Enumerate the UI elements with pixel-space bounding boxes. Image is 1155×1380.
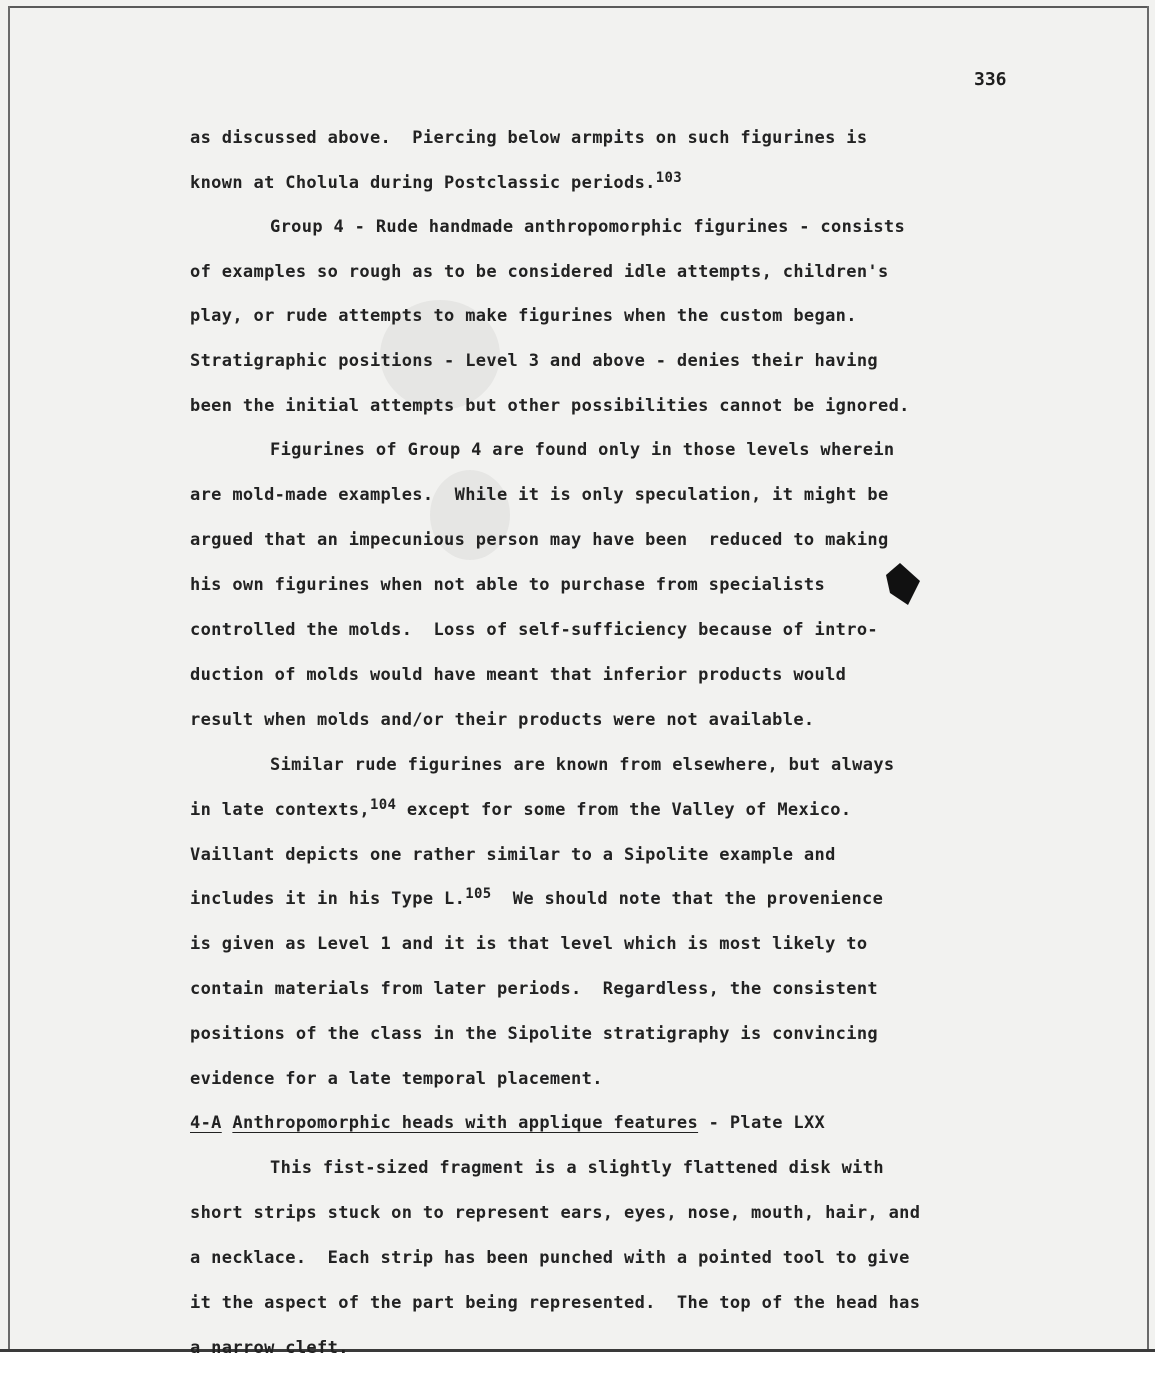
text-line: is given as Level 1 and it is that level which is most likely to xyxy=(190,934,868,954)
text-line: it the aspect of the part being represented. The top of the head has xyxy=(190,1293,921,1313)
text-line xyxy=(190,886,884,909)
line-text: known at Cholula during Postclassic periods. xyxy=(190,173,656,193)
text-line: as discussed above. Piercing below armpits on such figurines is xyxy=(190,128,868,148)
text-line: result when molds and/or their products were not available. xyxy=(190,710,815,730)
text-line: This fist-sized fragment is a slightly flattened disk with xyxy=(270,1158,884,1178)
section-heading xyxy=(190,1113,825,1133)
text-line: are mold-made examples. While it is only speculation, it might be xyxy=(190,485,889,505)
text-line: been the initial attempts but other possibilities cannot be ignored. xyxy=(190,396,910,416)
text-line: Stratigraphic positions - Level 3 and above - denies their having xyxy=(190,351,879,371)
text-line: controlled the molds. Loss of self-sufficiency because of intro- xyxy=(190,620,879,640)
text-line: of examples so rough as to be considered idle attempts, children's xyxy=(190,262,889,282)
line-text: We should note that the provenience xyxy=(491,889,884,909)
text-line: Similar rude figurines are known from elsewhere, but always xyxy=(270,755,895,775)
scan-border-top xyxy=(10,6,1149,8)
text-line xyxy=(190,797,852,820)
text-line: evidence for a late temporal placement. xyxy=(190,1069,603,1089)
page-number: 336 xyxy=(974,69,1007,90)
text-line: a narrow cleft. xyxy=(190,1338,349,1358)
text-line: Group 4 - Rude handmade anthropomorphic figurines - consists xyxy=(270,217,906,237)
plate-reference: - Plate LXX xyxy=(698,1113,826,1133)
text-line: contain materials from later periods. Regardless, the consistent xyxy=(190,979,879,999)
text-line xyxy=(190,170,683,193)
text-line: Figurines of Group 4 are found only in those levels wherein xyxy=(270,440,895,460)
line-text: except for some from the Valley of Mexico. xyxy=(396,800,852,820)
line-text: in late contexts, xyxy=(190,800,370,820)
scan-border-right xyxy=(1147,6,1149,1350)
footnote-ref: 103 xyxy=(655,170,683,186)
text-line: short strips stuck on to represent ears, eyes, nose, mouth, hair, and xyxy=(190,1203,921,1223)
footnote-ref: 105 xyxy=(465,886,492,902)
line-text: includes it in his Type L. xyxy=(190,889,466,909)
text-line: a necklace. Each strip has been punched with a pointed tool to give xyxy=(190,1248,910,1268)
text-line: play, or rude attempts to make figurines when the custom began. xyxy=(190,306,857,326)
section-number: 4-A xyxy=(190,1113,222,1133)
text-line: Vaillant depicts one rather similar to a Sipolite example and xyxy=(190,845,836,865)
scan-border-left xyxy=(8,6,10,1350)
margin-strip xyxy=(0,1352,1155,1380)
text-line: argued that an impecunious person may have been reduced to making xyxy=(190,530,889,550)
text-line: positions of the class in the Sipolite stratigraphy is convincing xyxy=(190,1024,879,1044)
footnote-ref: 104 xyxy=(369,797,397,813)
section-title: Anthropomorphic heads with applique features xyxy=(232,1113,699,1133)
text-line: his own figurines when not able to purchase from specialists xyxy=(190,575,826,595)
text-line: duction of molds would have meant that inferior products would xyxy=(190,665,847,685)
